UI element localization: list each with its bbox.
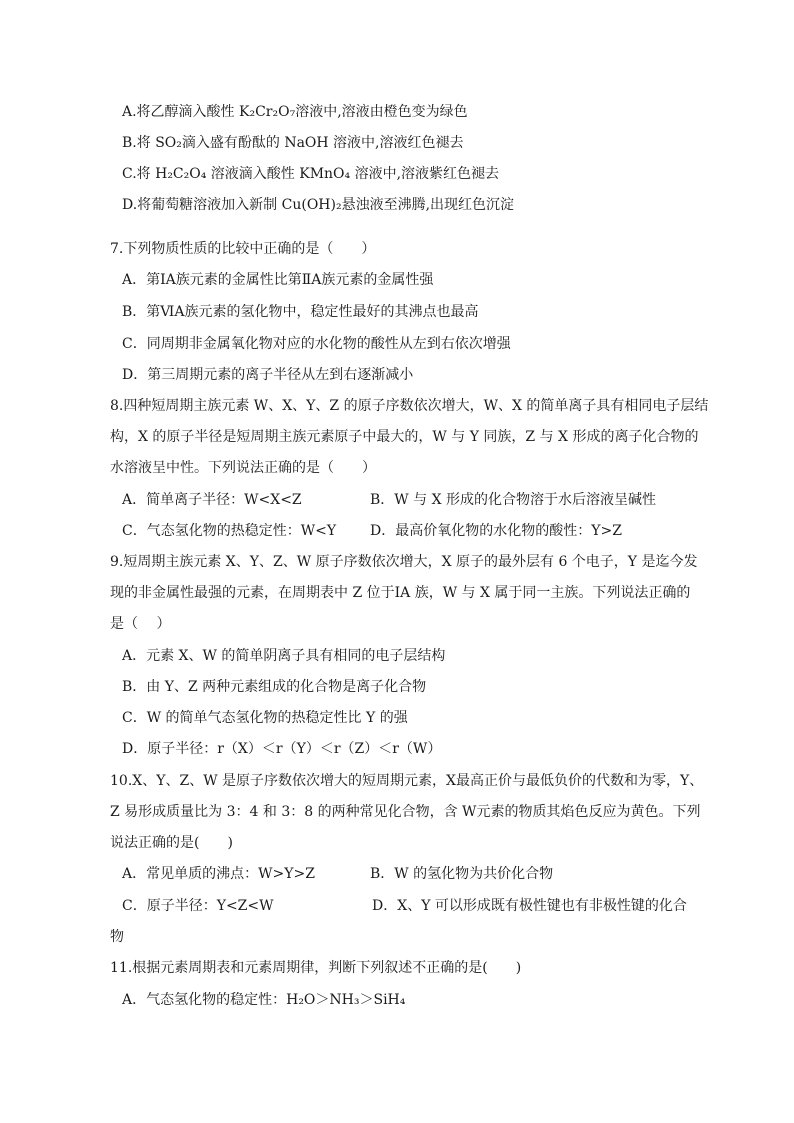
q7-option-d: D．第三周期元素的离子半径从左到右逐渐减小 — [122, 367, 414, 383]
q10-stem-line1: 10.X、Y、Z、W 是原子序数依次增大的短周期元素，X最高正价与最低负价的代数和为零，Y、 — [110, 773, 704, 789]
q7-option-b: B．第ⅥA族元素的氢化物中，稳定性最好的其沸点也最高 — [122, 304, 479, 320]
q9-stem-line3: 是（ ） — [110, 616, 171, 632]
q8-option-a: A．简单离子半径：W<X<Z — [122, 492, 302, 508]
q6-option-b: B.将 SO₂滴入盛有酚酞的 NaOH 溶液中,溶液红色褪去 — [122, 135, 464, 151]
q6-option-c: C.将 H₂C₂O₄ 溶液滴入酸性 KMnO₄ 溶液中,溶液紫红色褪去 — [122, 166, 500, 182]
q11-stem: 11.根据元素周期表和元素周期律，判断下列叙述不正确的是( ) — [110, 960, 522, 976]
q6-option-a: A.将乙醇滴入酸性 K₂Cr₂O₇溶液中,溶液由橙色变为绿色 — [122, 104, 468, 120]
q8-option-b: B．W 与 X 形成的化合物溶于水后溶液呈碱性 — [370, 492, 656, 508]
q10-option-b: B．W 的氢化物为共价化合物 — [370, 866, 554, 882]
q8-option-d: D．最高价氧化物的水化物的酸性：Y>Z — [370, 523, 622, 539]
q10-option-a: A．常见单质的沸点：W>Y>Z — [122, 866, 315, 882]
q10-stem-line2: Z 易形成质量比为 3：4 和 3：8 的两种常见化合物，含 W元素的物质其焰色反应为黄色。下列 — [110, 804, 701, 820]
q9-option-d: D．原子半径：r（X）＜r（Y）＜r（Z）＜r（W） — [122, 741, 442, 757]
q9-stem-line2: 现的非金属性最强的元素，在周期表中 Z 位于ⅠA 族，W 与 X 属于同一主族。下列说法正确的 — [110, 585, 691, 601]
q7-option-a: A．第ⅠA族元素的金属性比第ⅡA族元素的金属性强 — [122, 272, 434, 288]
q6-option-d: D.将葡萄糖溶液加入新制 Cu(OH)₂悬浊液至沸腾,出现红色沉淀 — [122, 197, 515, 213]
q9-option-a: A．元素 X、W 的简单阴离子具有相同的电子层结构 — [122, 648, 446, 664]
q10-option-d: D．X、Y 可以形成既有极性键也有非极性键的化合 — [372, 898, 687, 914]
q8-stem-line3: 水溶液呈中性。下列说法正确的是（ ） — [110, 460, 376, 476]
q9-option-b: B．由 Y、Z 两种元素组成的化合物是离子化合物 — [122, 679, 427, 695]
q10-option-d-continued: 物 — [110, 929, 124, 945]
q7-stem: 7.下列物质性质的比较中正确的是（ ） — [110, 241, 376, 257]
q10-option-c: C．原子半径：Y<Z<W — [122, 898, 274, 914]
q9-option-c: C．W 的简单气态氢化物的热稳定性比 Y 的强 — [122, 710, 408, 726]
q9-stem-line1: 9.短周期主族元素 X、Y、Z、W 原子序数依次增大，X 原子的最外层有 6 个电子，Y 是迄今发 — [110, 554, 698, 570]
q11-option-a: A．气态氢化物的稳定性：H₂O＞NH₃＞SiH₄ — [122, 992, 406, 1008]
q8-option-c: C．气态氢化物的热稳定性：W<Y — [122, 523, 337, 539]
q10-stem-line3: 说法正确的是( ) — [110, 835, 233, 851]
q8-stem-line2: 构，X 的原子半径是短周期主族元素原子中最大的，W 与 Y 同族，Z 与 X 形成的离子化合物的 — [110, 429, 699, 445]
q8-stem-line1: 8.四种短周期主族元素 W、X、Y、Z 的原子序数依次增大，W、X 的简单离子具有相同电子层结 — [110, 398, 709, 414]
q7-option-c: C．同周期非金属氧化物对应的水化物的酸性从左到右依次增强 — [122, 336, 511, 352]
